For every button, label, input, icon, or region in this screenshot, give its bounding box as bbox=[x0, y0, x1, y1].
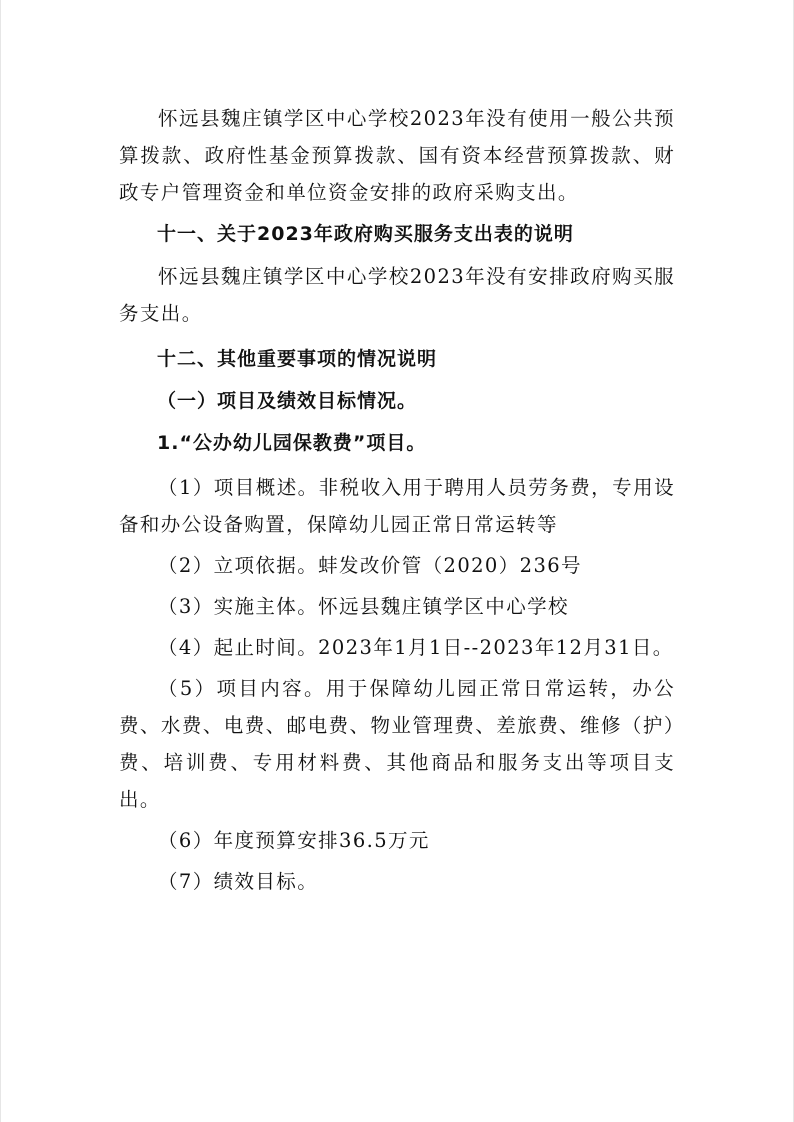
section-11-paragraph: 怀远县魏庄镇学区中心学校2023年没有安排政府购买服务支出。 bbox=[119, 265, 675, 325]
item-budget: （6）年度预算安排36.5万元 bbox=[158, 829, 430, 852]
section-12-subheading: （一）项目及绩效目标情况。 bbox=[157, 390, 418, 412]
document-body bbox=[119, 100, 675, 900]
item-basis: （2）立项依据。蚌发改价管（2020）236号 bbox=[158, 554, 582, 577]
procurement-paragraph: 怀远县魏庄镇学区中心学校2023年没有使用一般公共预算拨款、政府性基金预算拨款、国有资本经营预算拨款、财政专户管理资金和单位资金安排的政府采购支出。 bbox=[119, 107, 675, 204]
item-goal: （7）绩效目标。 bbox=[158, 870, 319, 893]
section-12-heading: 十二、其他重要事项的情况说明 bbox=[157, 348, 438, 370]
item-content: （5）项目内容。用于保障幼儿园正常日常运转，办公费、水费、电费、邮电费、物业管理费、差旅费、维修（护）费、培训费、专用材料费、其他商品和服务支出等项目支出。 bbox=[119, 677, 675, 811]
item-executor: （3）实施主体。怀远县魏庄镇学区中心学校 bbox=[158, 595, 569, 618]
item-period: （4）起止时间。2023年1月1日--2023年12月31日。 bbox=[158, 636, 674, 659]
project-title: 1.“公办幼儿园保教费”项目。 bbox=[157, 432, 427, 454]
section-11-heading: 十一、关于2023年政府购买服务支出表的说明 bbox=[157, 223, 574, 245]
item-overview: （1）项目概述。非税收入用于聘用人员劳务费，专用设备和办公设备购置，保障幼儿园正常日常运转等 bbox=[119, 476, 675, 536]
